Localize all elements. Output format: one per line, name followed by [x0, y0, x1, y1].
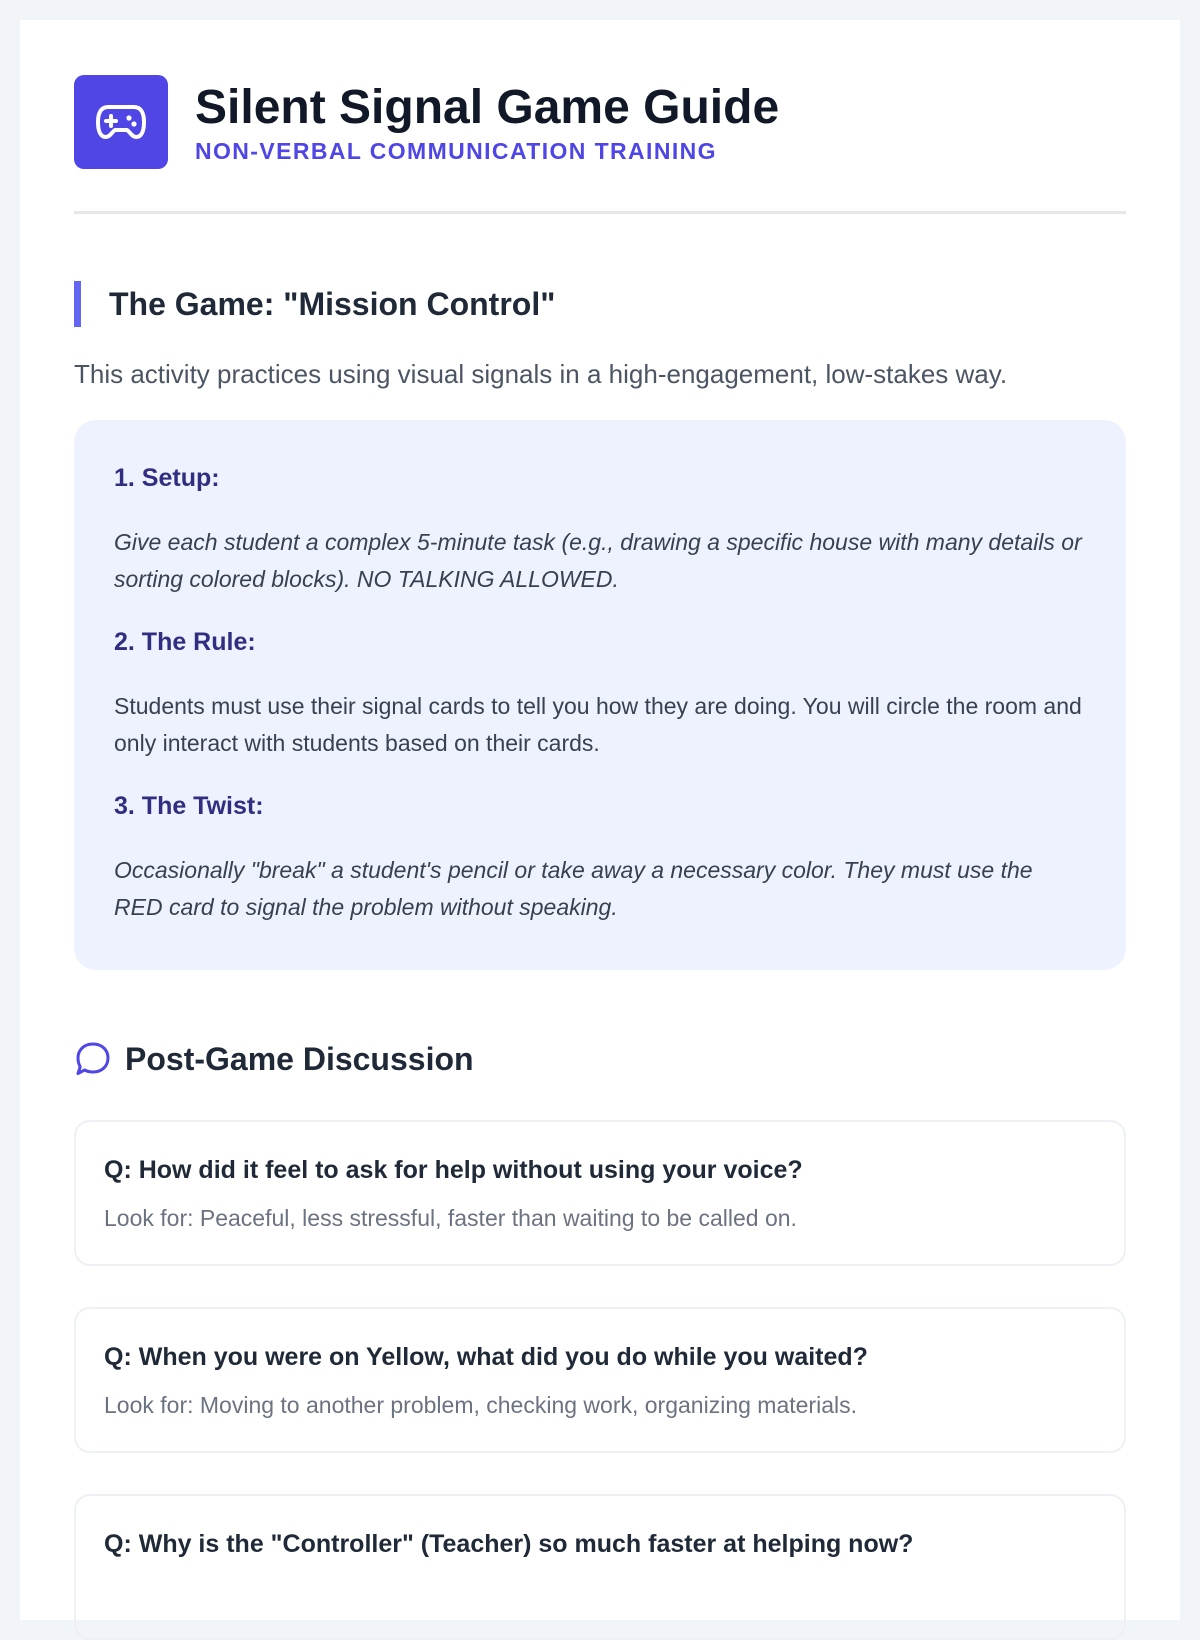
page-header	[74, 20, 1126, 214]
game-heading: The Game: "Mission Control"	[109, 285, 556, 322]
step-body: Occasionally "break" a student's pencil or take away a necessary color. They must use the RED card to signal the problem without speaking.	[114, 857, 1033, 920]
discussion-section-heading	[74, 1040, 1126, 1078]
page-subtitle: NON-VERBAL COMMUNICATION TRAINING	[195, 137, 717, 164]
question-card	[74, 1494, 1126, 1640]
step-twist	[114, 790, 1086, 926]
gamepad-icon	[96, 103, 146, 141]
logo-badge	[74, 75, 168, 169]
header-text	[195, 80, 779, 165]
question-text: Q: When you were on Yellow, what did you do while you waited?	[104, 1343, 868, 1371]
question-card	[74, 1307, 1126, 1453]
step-title: 1. Setup:	[114, 464, 220, 492]
guide-page	[20, 20, 1180, 1620]
step-rule	[114, 626, 1086, 762]
answer-hint: Look for: Peaceful, less stressful, faster than waiting to be called on.	[104, 1205, 797, 1231]
question-list	[74, 1120, 1126, 1640]
step-title: 3. The Twist:	[114, 792, 264, 820]
question-text: Q: Why is the "Controller" (Teacher) so much faster at helping now?	[104, 1530, 914, 1558]
step-body: Give each student a complex 5-minute task (e.g., drawing a specific house with many details or sorting colored blocks). NO TALKING ALLOWED.	[114, 529, 1082, 592]
game-intro: This activity practices using visual signals in a high-engagement, low-stakes way.	[74, 359, 1008, 389]
step-title: 2. The Rule:	[114, 628, 256, 656]
page-title: Silent Signal Game Guide	[195, 80, 780, 134]
game-section-heading	[74, 281, 1126, 327]
question-text: Q: How did it feel to ask for help without using your voice?	[104, 1156, 803, 1184]
step-setup	[114, 462, 1086, 598]
discussion-heading: Post-Game Discussion	[125, 1040, 474, 1077]
answer-hint: Look for: Moving to another problem, checking work, organizing materials.	[104, 1392, 857, 1418]
step-body: Students must use their signal cards to tell you how they are doing. You will circle the room and only interact with students based on their cards.	[114, 693, 1082, 756]
steps-panel	[74, 420, 1126, 970]
question-card	[74, 1120, 1126, 1266]
speech-bubble-icon	[74, 1040, 112, 1078]
